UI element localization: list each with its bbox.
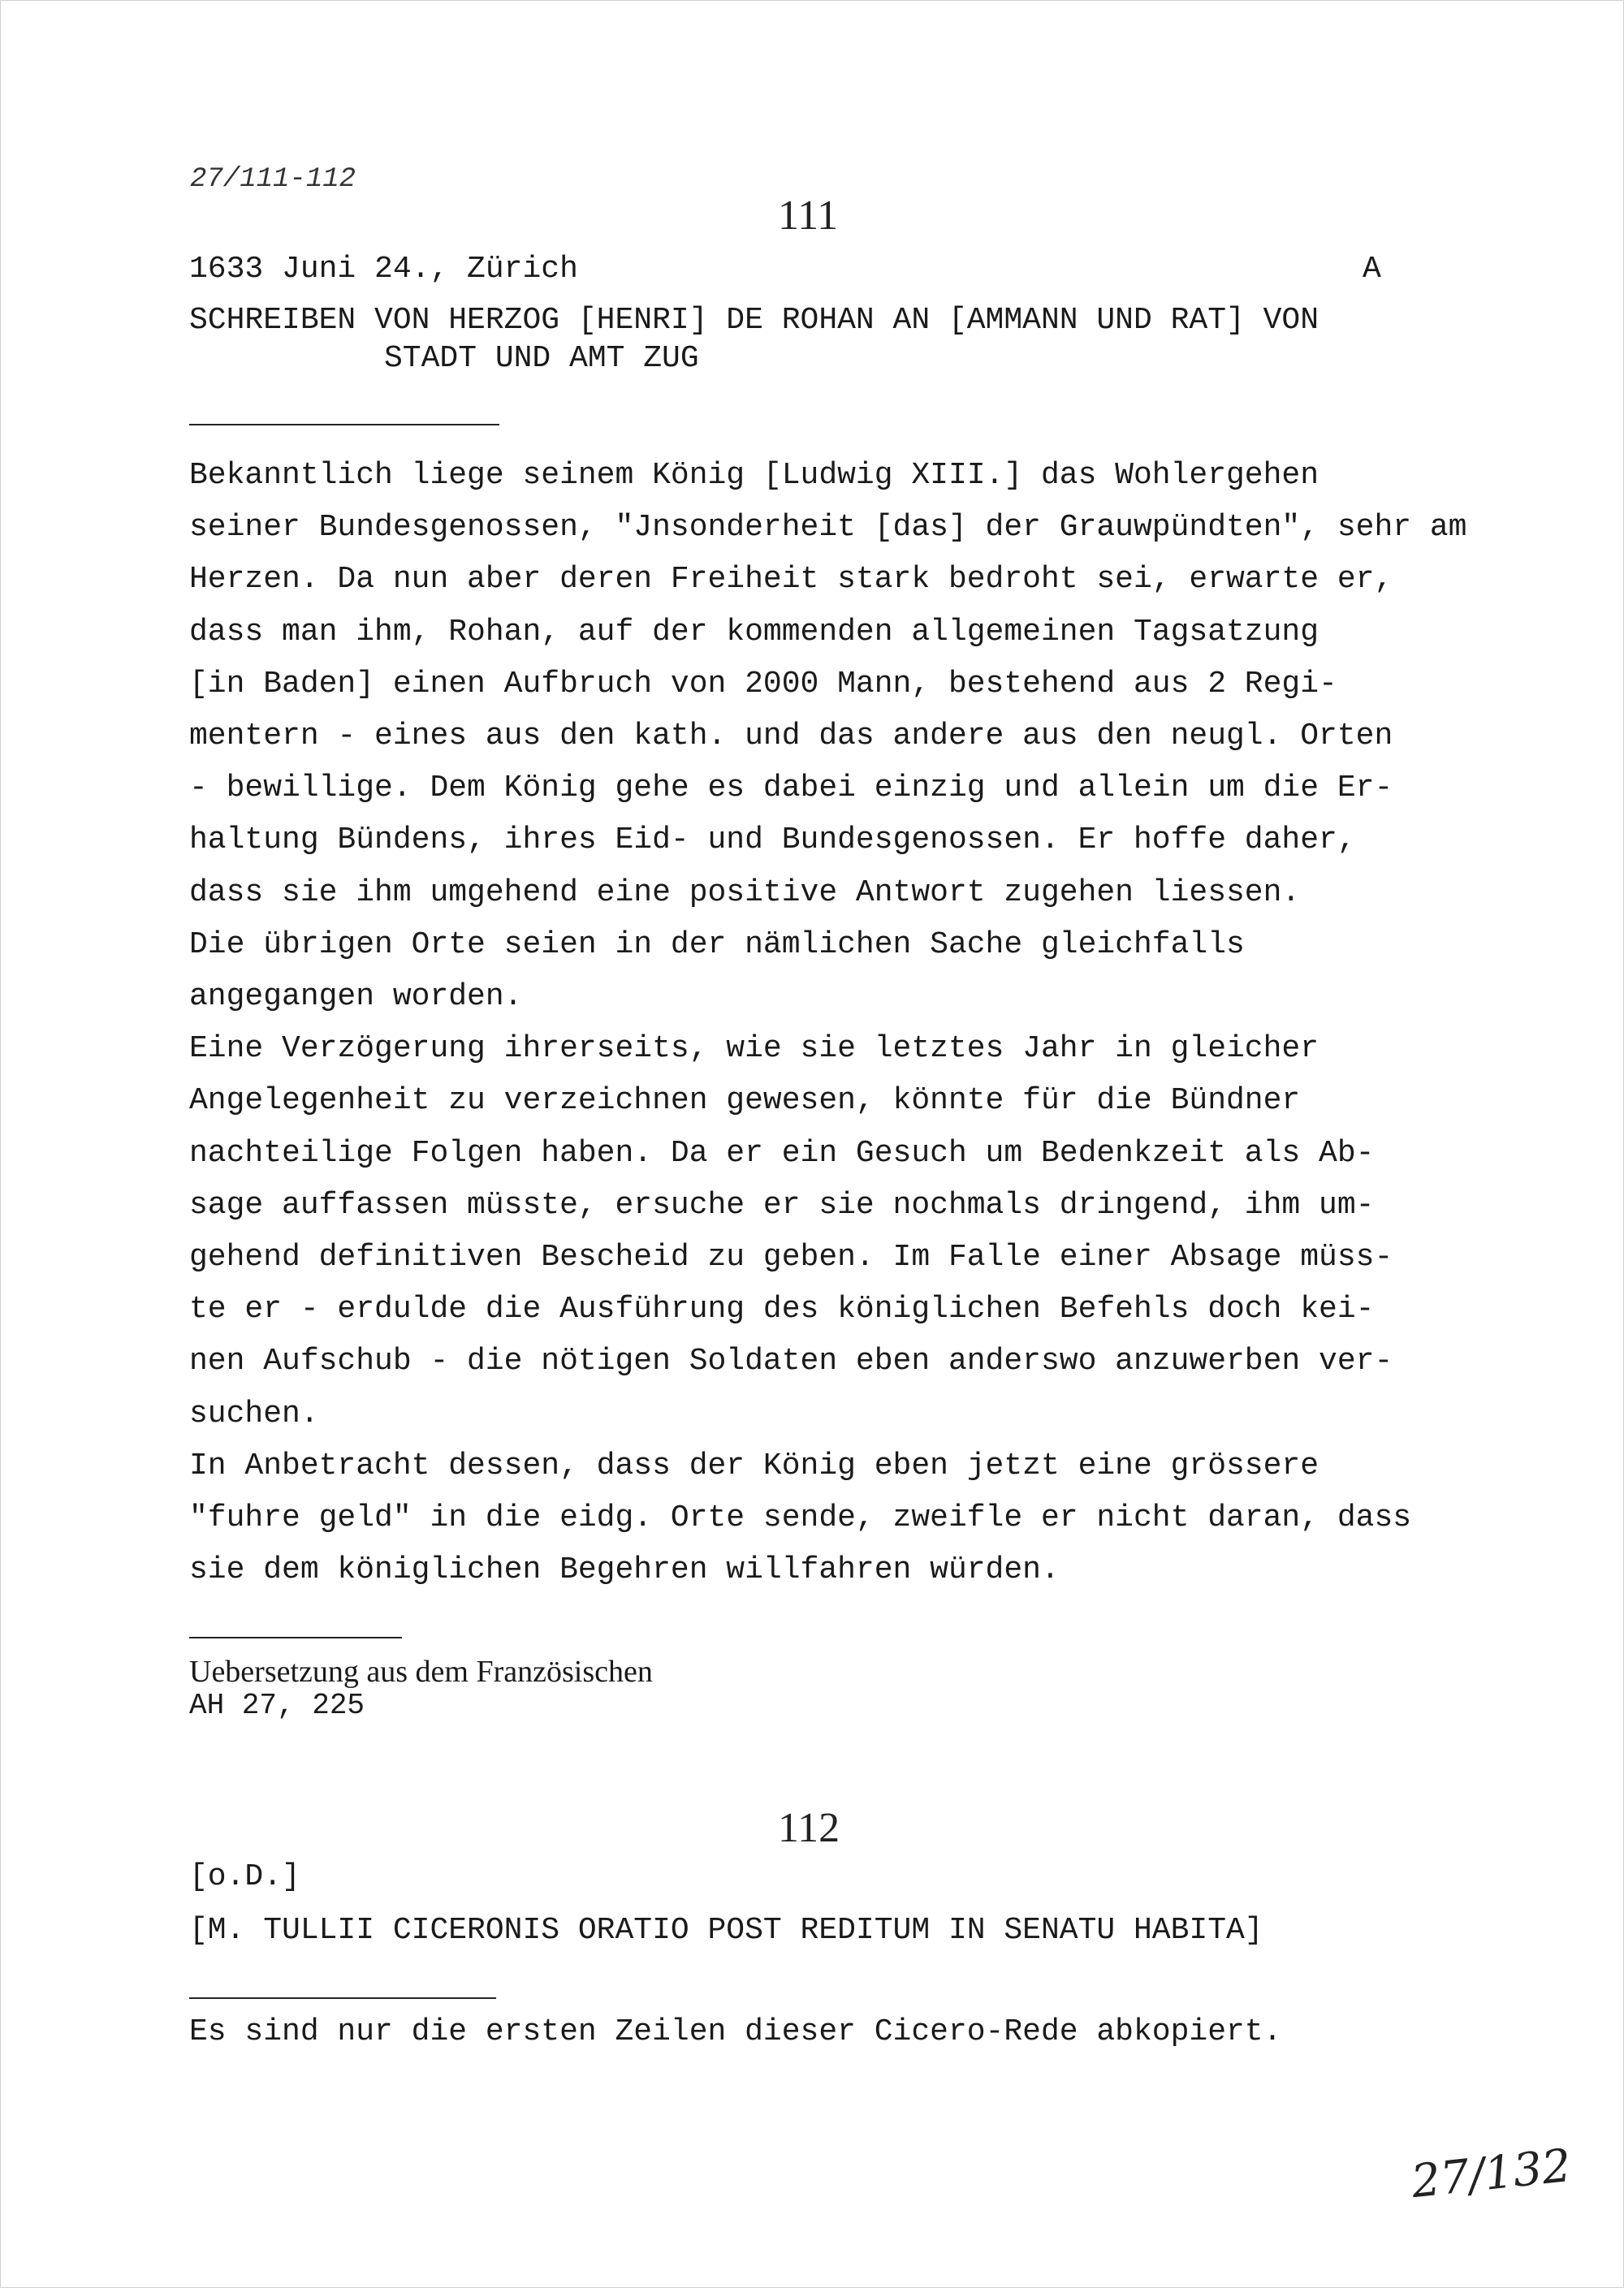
body-line: dass sie ihm umgehend eine positive Antwort zugehen liessen. [189, 874, 1301, 910]
doc111-date-place: 1633 Juni 24., Zürich [189, 252, 578, 287]
archive-reference: 27/111-112 [190, 164, 356, 195]
body-line: haltung Bündens, ihres Eid- und Bundesgenossen. Er hoffe daher, [189, 822, 1356, 858]
doc111-title-line1: SCHREIBEN VON HERZOG [HENRI] DE ROHAN AN [AMMANN UND RAT] VON [189, 303, 1320, 338]
doc112-title: [M. TULLII CICERONIS ORATIO POST REDITUM IN SENATU HABITA] [189, 1913, 1263, 1948]
body-line: nen Aufschub - die nötigen Soldaten eben anderswo anzuwerben ver- [189, 1344, 1393, 1379]
body-line: "fuhre geld" in die eidg. Orte sende, zweifle er nicht daran, dass [189, 1500, 1412, 1536]
body-line: Angelegenheit zu verzeichnen gewesen, könnte für die Bündner [189, 1083, 1301, 1119]
body-line: nachteilige Folgen haben. Da er ein Gesuch um Bedenkzeit als Ab- [189, 1135, 1375, 1171]
body-line: Die übrigen Orte seien in der nämlichen Sache gleichfalls [189, 926, 1245, 962]
body-line: dass man ihm, Rohan, auf der kommenden allgemeinen Tagsatzung [189, 614, 1320, 650]
document-number-111: 111 [778, 192, 839, 239]
body-line: seiner Bundesgenossen, "Jnsonderheit [das] der Grauwpündten", sehr am [189, 510, 1467, 546]
doc112-date: [o.D.] [189, 1859, 300, 1894]
body-line: Herzen. Da nun aber deren Freiheit stark bedroht sei, erwarte er, [189, 562, 1393, 598]
body-line: Bekanntlich liege seinem König [Ludwig XIII.] das Wohlergehen [189, 458, 1320, 493]
body-line: - bewillige. Dem König gehe es dabei einzig und allein um die Er- [189, 771, 1393, 806]
body-line: In Anbetracht dessen, dass der König eben jetzt eine grössere [189, 1448, 1320, 1483]
body-line: mentern - eines aus den kath. und das andere aus den neugl. Orten [189, 719, 1393, 754]
doc111-footnote-source: AH 27, 225 [189, 1689, 365, 1722]
footnote-rule [189, 1637, 402, 1638]
header-rule [189, 424, 499, 425]
doc111-body [189, 450, 1466, 1596]
body-line: suchen. [189, 1396, 319, 1431]
body-line: [in Baden] einen Aufbruch von 2000 Mann, bestehend aus 2 Regi- [189, 666, 1337, 702]
doc111-title-line2: STADT UND AMT ZUG [384, 341, 699, 376]
doc112-rule [189, 1997, 496, 1999]
body-line: Eine Verzögerung ihrerseits, wie sie letztes Jahr in gleicher [189, 1031, 1320, 1067]
handwritten-page-number: 27/132 [1409, 2139, 1574, 2209]
doc112-note: Es sind nur die ersten Zeilen dieser Cicero-Rede abkopiert. [189, 2014, 1282, 2049]
body-line: gehend definitiven Bescheid zu geben. Im Falle einer Absage müss- [189, 1240, 1393, 1276]
doc111-mark: A [1363, 252, 1381, 287]
body-line: angegangen worden. [189, 979, 523, 1015]
document-number-112: 112 [778, 1805, 840, 1851]
body-line: te er - erdulde die Ausführung des königlichen Befehls doch kei- [189, 1292, 1375, 1327]
doc111-footnote-translation: Uebersetzung aus dem Französischen [189, 1655, 653, 1689]
body-line: sage auffassen müsste, ersuche er sie nochmals dringend, ihm um- [189, 1187, 1375, 1223]
body-line: sie dem königlichen Begehren willfahren würden. [189, 1552, 1060, 1588]
